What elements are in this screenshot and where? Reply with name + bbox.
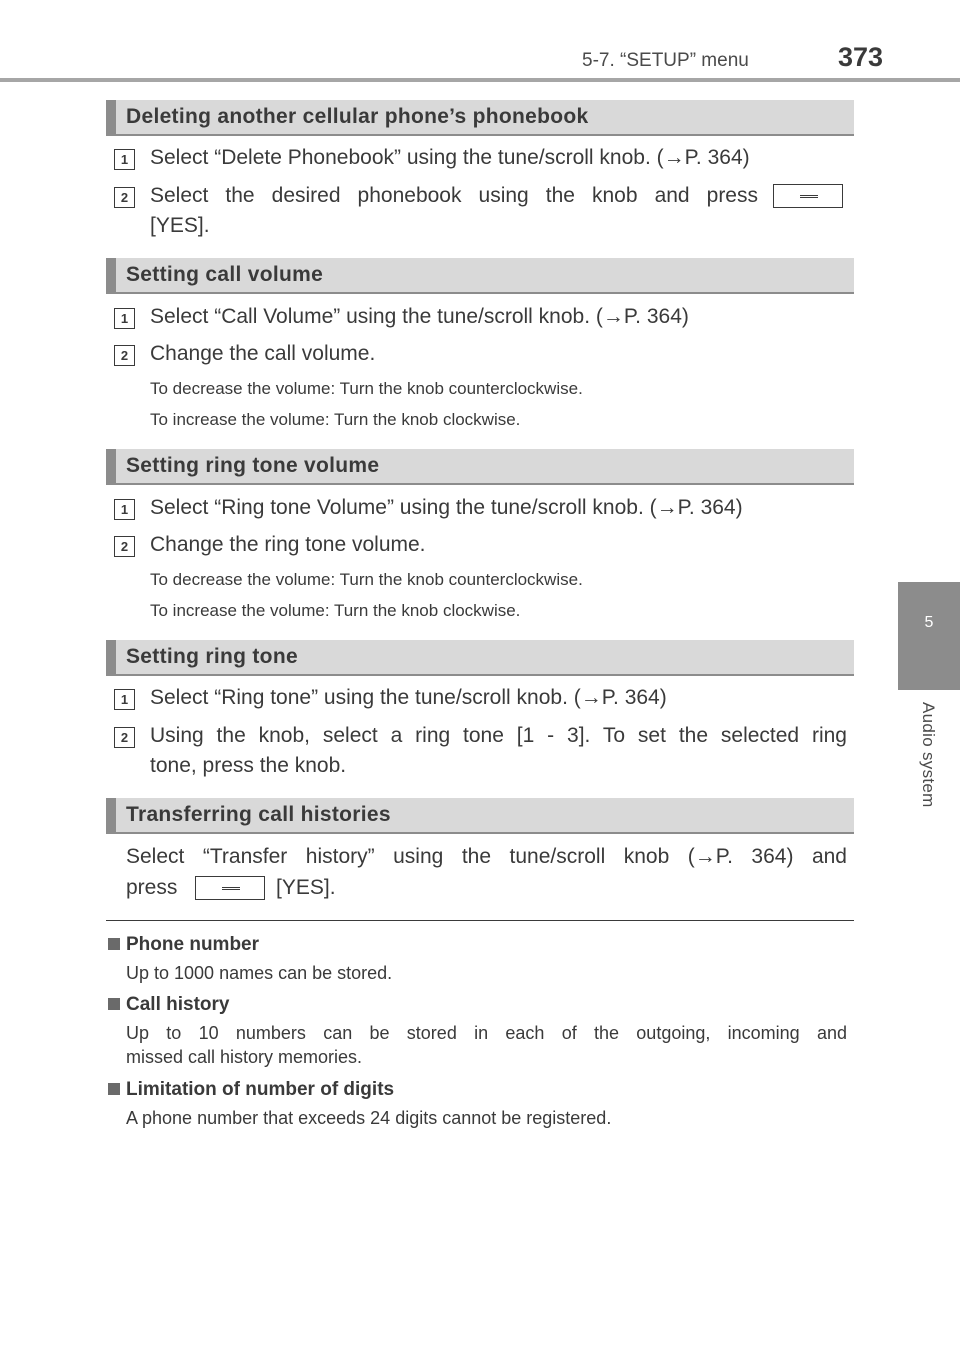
note-text: To increase the volume: Turn the knob clockwise. [150,601,521,620]
section-header [106,100,854,136]
step-number: 2 [114,727,135,748]
info-heading-text: Limitation of number of digits [126,1079,395,1100]
section-reference: 5-7. “SETUP” menu [582,50,749,71]
info-text: missed call history memories. [126,1047,363,1067]
step-number: 1 [114,308,135,329]
body-text: [YES]. [276,876,336,899]
section-header-bar [106,640,116,674]
info-text: A phone number that exceeds 24 digits cannot be registered. [126,1108,612,1128]
section-header-bar [106,798,116,832]
step-text: Change the ring tone volume. [150,533,426,556]
step-number: 1 [114,689,135,710]
step-text: Using the knob, select a ring tone [1 - 3]. To set the selected ring [150,724,847,747]
step-text: Select “Ring tone Volume” using the tune/scroll knob. (→P. 364) [150,496,743,519]
section-title: Deleting another cellular phone’s phonebook [126,105,589,128]
step-text: tone, press the knob. [150,754,347,777]
section-header [106,640,854,676]
chapter-tab [898,582,960,690]
section-header-bar [106,258,116,292]
section-title: Setting ring tone [126,645,298,668]
info-text: Up to 1000 names can be stored. [126,963,393,983]
step-text: Select “Delete Phonebook” using the tune/scroll knob. (→P. 364) [150,146,750,169]
step-text: [YES]. [150,214,210,237]
info-heading [108,994,229,1016]
step-number: 2 [114,345,135,366]
section-header [106,258,854,294]
square-bullet-icon [108,998,120,1010]
note-text: To increase the volume: Turn the knob clockwise. [150,410,521,429]
section-header-bar [106,100,116,134]
step-text: Select “Call Volume” using the tune/scroll knob. (→P. 364) [150,305,689,328]
step-text: Select the desired phonebook using the knob and press [150,184,758,207]
info-text: Up to 10 numbers can be stored in each of the outgoing, incoming and [126,1023,847,1043]
info-divider [106,920,854,921]
step-text: Change the call volume. [150,342,376,365]
step-number: 2 [114,187,135,208]
step-number: 1 [114,499,135,520]
info-heading [108,934,259,956]
section-title: Setting ring tone volume [126,454,380,477]
body-text: press [126,876,178,899]
note-text: To decrease the volume: Turn the knob counterclockwise. [150,379,583,398]
info-heading [108,1079,394,1101]
header-rule [0,78,960,82]
section-header [106,449,854,485]
section-header [106,798,854,834]
section-title: Transferring call histories [126,803,391,826]
square-bullet-icon [108,938,120,950]
step-number: 1 [114,149,135,170]
info-heading-text: Phone number [126,934,260,955]
step-number: 2 [114,536,135,557]
section-title: Setting call volume [126,263,324,286]
note-text: To decrease the volume: Turn the knob counterclockwise. [150,570,583,589]
info-heading-text: Call history [126,994,230,1015]
hang-up-button-icon [195,876,265,900]
body-text: Select “Transfer history” using the tune/scroll knob (→P. 364) and [126,845,847,868]
chapter-title: Audio system [919,702,938,808]
section-header-bar [106,449,116,483]
chapter-title-vertical [918,702,942,852]
hang-up-button-icon [773,184,843,208]
square-bullet-icon [108,1083,120,1095]
page-number: 373 [838,42,884,72]
step-text: Select “Ring tone” using the tune/scroll knob. (→P. 364) [150,686,667,709]
chapter-number: 5 [924,614,934,631]
